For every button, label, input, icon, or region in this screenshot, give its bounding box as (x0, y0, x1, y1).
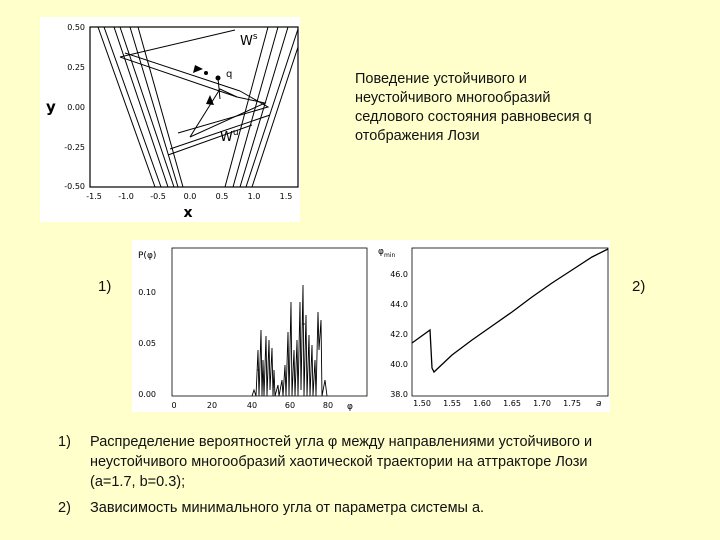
caption-line: Поведение устойчивого и (355, 71, 527, 87)
y-tick: 0.05 (138, 339, 156, 348)
min-angle-y-title: $\varphi_{min}$ (378, 247, 396, 259)
note-item-2 (58, 498, 668, 520)
y-tick: -0.25 (64, 143, 85, 152)
x-tick: 20 (206, 401, 218, 410)
manifold-y-ticks (64, 23, 85, 191)
x-tick: -0.5 (150, 192, 166, 201)
x-tick: 0 (171, 401, 177, 410)
caption-line: седлового состояния равновесия q (355, 109, 592, 125)
x-tick: 1.60 (473, 399, 491, 408)
x-tick: 1.50 (413, 399, 431, 408)
note-number: 1) (58, 434, 71, 450)
x-tick: 1.70 (533, 399, 551, 408)
note-item-1 (58, 432, 668, 492)
min-angle-y-ticks (390, 270, 408, 399)
figure-label-1: 1) (98, 278, 112, 295)
histogram-y-ticks (138, 288, 156, 399)
manifold-y-label: y (46, 98, 56, 116)
stable-manifold-line (120, 30, 240, 97)
histogram-x-ticks (171, 401, 333, 410)
x-tick: 0.0 (183, 192, 197, 201)
histogram-panel (132, 240, 372, 412)
histogram-spikes (252, 285, 327, 396)
caption-line: отображения Лози (355, 128, 480, 144)
x-tick: 1.55 (443, 399, 461, 408)
x-tick: -1.0 (118, 192, 134, 201)
x-tick: 1.5 (279, 192, 293, 201)
unstable-manifold (168, 89, 270, 155)
histogram-chart (132, 240, 372, 412)
min-angle-panel (372, 240, 610, 412)
y-tick: 0.25 (67, 63, 85, 72)
min-angle-chart (372, 240, 610, 412)
ws-label: $W^s$ (240, 32, 258, 49)
histogram-x-title: φ (347, 402, 353, 412)
note-text (90, 432, 680, 492)
min-angle-curve (412, 249, 608, 372)
manifold-caption (355, 70, 660, 146)
y-tick: 42.0 (390, 330, 408, 339)
y-tick: -0.50 (64, 182, 85, 191)
y-tick: 44.0 (390, 300, 408, 309)
y-tick: 38.0 (390, 390, 408, 399)
x-tick: 0.5 (215, 192, 229, 201)
y-tick: 0.50 (67, 23, 85, 32)
note-line: Распределение вероятностей угла φ между направлениями устойчивого и (90, 434, 593, 450)
x-tick: 1.75 (563, 399, 581, 408)
min-angle-x-ticks (413, 399, 581, 408)
manifold-x-label: x (183, 205, 193, 221)
min-angle-frame (412, 248, 608, 396)
y-tick: 0.00 (138, 390, 156, 399)
note-line: неустойчивого многообразий хаотической траектории на аттракторе Лози (90, 454, 588, 470)
note-line: (a=1.7, b=0.3); (90, 474, 186, 490)
x-tick: 40 (246, 401, 258, 410)
x-tick: 1.0 (247, 192, 261, 201)
x-tick: 80 (322, 401, 334, 410)
q-label: q (226, 69, 233, 80)
y-tick: 46.0 (390, 270, 408, 279)
caption-line: неустойчивого многообразий (355, 90, 551, 106)
y-tick: 0.10 (138, 288, 156, 297)
histogram-y-title: P(φ) (138, 251, 157, 261)
wu-label: $W^u$ (220, 128, 239, 145)
x-tick: -1.5 (86, 192, 102, 201)
note-text (90, 498, 680, 518)
y-tick: 0.00 (67, 103, 85, 112)
y-tick: 40.0 (390, 360, 408, 369)
figure-label-2: 2) (632, 278, 646, 295)
manifold-diagram-panel (40, 17, 300, 222)
note-line: Зависимость минимального угла от параметра системы a. (90, 500, 485, 516)
marker-dot (204, 71, 208, 75)
x-tick: 60 (284, 401, 296, 410)
manifold-diagram (40, 17, 300, 222)
min-angle-x-title: a (596, 399, 602, 409)
x-tick: 1.65 (503, 399, 521, 408)
note-number: 2) (58, 500, 71, 516)
arrow-icon (193, 65, 203, 73)
manifold-x-ticks (86, 192, 292, 201)
